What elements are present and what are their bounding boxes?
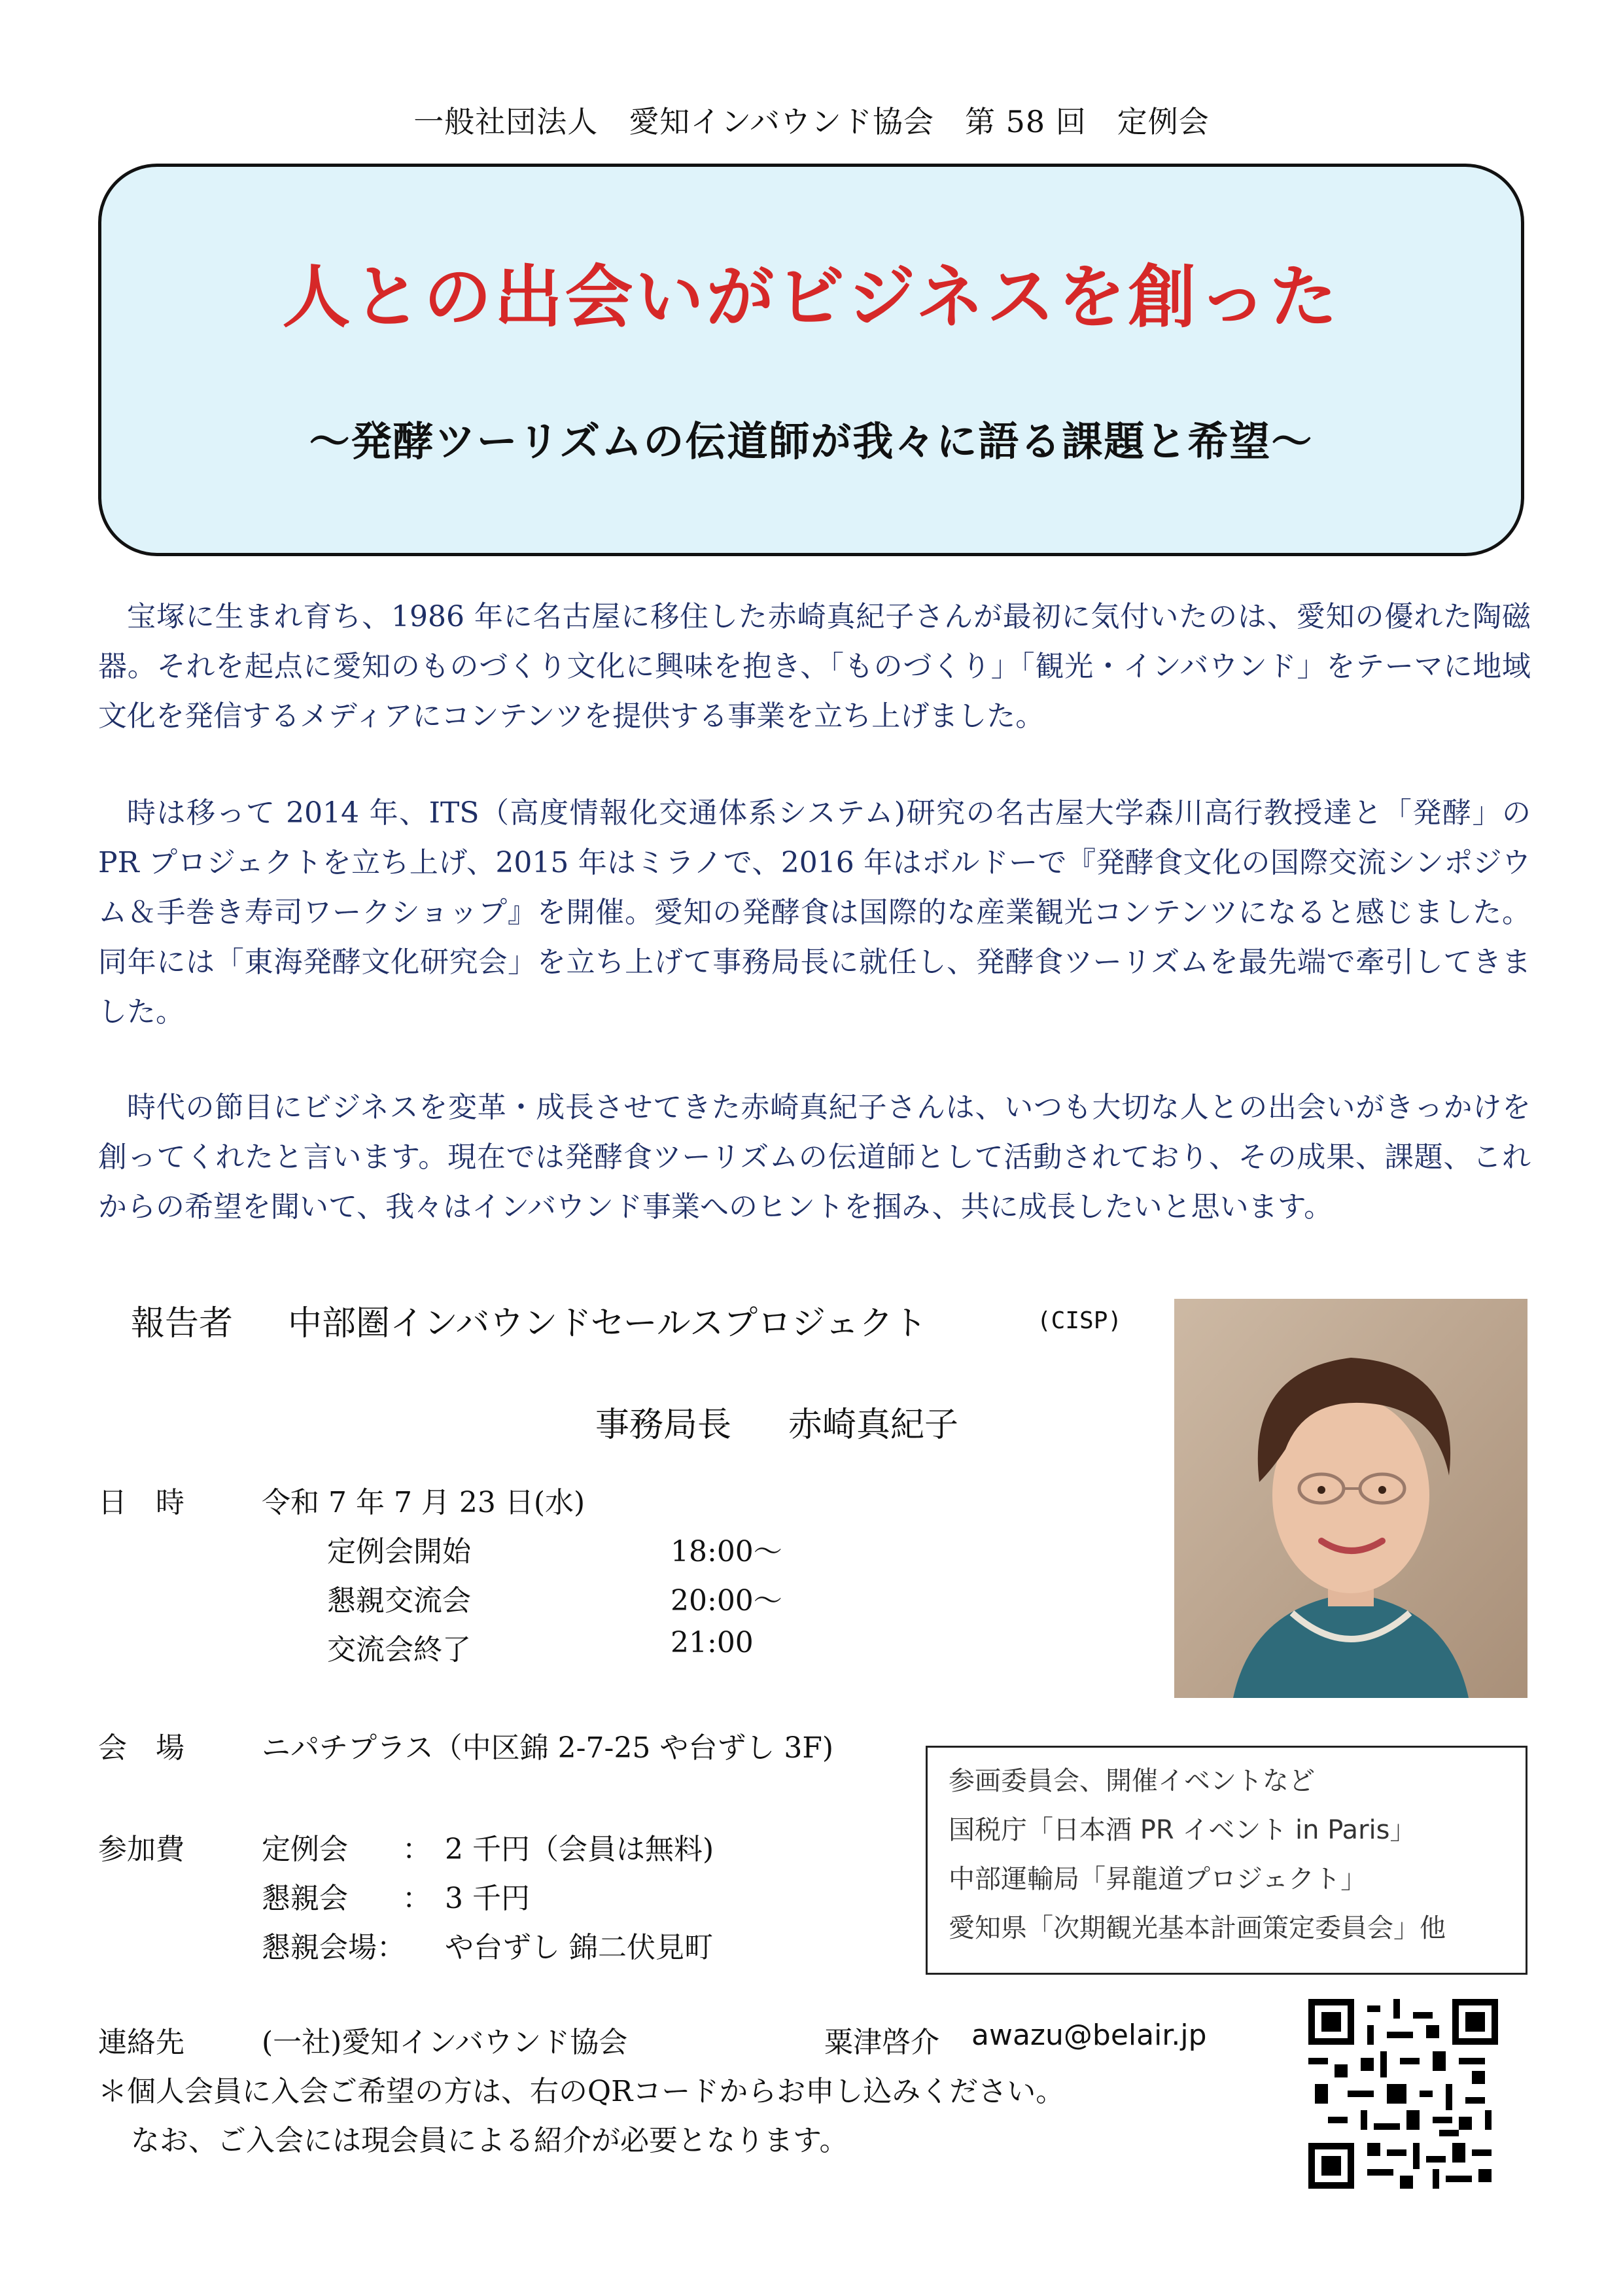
schedule-event: 交流会終了 bbox=[327, 1633, 471, 1667]
career-line: 愛知県「次期観光基本計画策定委員会」他 bbox=[949, 1913, 1446, 1943]
portrait-illustration bbox=[1174, 1299, 1527, 1698]
event-date: 令和 7 年 7 月 23 日(水) bbox=[262, 1486, 585, 1519]
schedule-time: 18:00～ bbox=[671, 1535, 782, 1568]
page-title: 人との出会いがビジネスを創った bbox=[282, 257, 1340, 337]
membership-note: ＊個人会員に入会ご希望の方は、右のQRコードからお申し込みください。 bbox=[98, 2075, 1065, 2108]
career-line: 中部運輸局「昇龍道プロジェクト」 bbox=[949, 1864, 1367, 1894]
reporter-name: 赤崎真紀子 bbox=[788, 1405, 959, 1445]
datetime-label: 日 時 bbox=[98, 1486, 184, 1519]
schedule-event: 懇親交流会 bbox=[327, 1584, 471, 1617]
reporter-photo bbox=[1174, 1299, 1527, 1698]
fee-item-name: 懇親会 bbox=[262, 1882, 348, 1915]
intro-paragraph-2: 時は移って 2014 年、ITS（高度情報化交通体系システム)研究の名古屋大学森川高行教授達と「発酵」の PR プロジェクトを立ち上げ、2015 年はミラノで、2016 年はボルドーで『発酵食文化の国際交流シンポジウム＆手巻き寿司ワークショップ』を開催。愛知の発酵食は国際的な産業観光コンテンツになると感じました。同年には「東海発酵文化研究会」を立ち上げて事務局長に就任し、発酵食ツーリズムを最先端で牽引してきました。 bbox=[98, 796, 1531, 1029]
intro-paragraph-3: 時代の節目にビジネスを変革・成長させてきた赤崎真紀子さんは、いつも大切な人との出会いがきっかけを創ってくれたと言います。現在では発酵食ツーリズムの伝道師として活動されており、その成果、課題、これからの希望を聞いて、我々はインバウンド事業へのヒントを掴み、共に成長したいと思います。 bbox=[98, 1091, 1531, 1224]
fee-item-value: 3 千円 bbox=[445, 1882, 530, 1915]
contact-organization: (一社)愛知インバウンド協会 bbox=[262, 2026, 628, 2059]
schedule-time: 20:00～ bbox=[671, 1584, 782, 1617]
fee-label: 参加費 bbox=[98, 1833, 184, 1866]
page-header: 一般社団法人 愛知インバウンド協会 第 58 回 定例会 bbox=[413, 104, 1210, 139]
venue-label: 会 場 bbox=[98, 1731, 184, 1765]
reporter-role: 事務局長 bbox=[595, 1405, 732, 1445]
fee-item-sep: ： bbox=[402, 1882, 431, 1915]
reporter-organization: 中部圏インバウンドセールスプロジェクト bbox=[288, 1304, 928, 1343]
contact-label: 連絡先 bbox=[98, 2026, 184, 2059]
fee-item-name: 懇親会場： bbox=[262, 1931, 406, 1964]
title-box bbox=[98, 164, 1524, 556]
schedule-event: 定例会開始 bbox=[327, 1535, 471, 1568]
fee-item-sep: ： bbox=[402, 1833, 431, 1866]
fee-item-value: 2 千円（会員は無料) bbox=[445, 1833, 714, 1866]
contact-email[interactable]: awazu@belair.jp bbox=[971, 2019, 1207, 2052]
venue-value: ニパチプラス（中区錦 2-7-25 や台ずし 3F) bbox=[262, 1731, 834, 1765]
career-line: 国税庁「日本酒 PR イベント in Paris」 bbox=[949, 1815, 1416, 1845]
intro-paragraph-1: 宝塚に生まれ育ち、1986 年に名古屋に移住した赤崎真紀子さんが最初に気付いたのは、愛知の優れた陶磁器。それを起点に愛知のものづくり文化に興味を抱き、「ものづくり」「観光・インバウンド」をテーマに地域文化を発信するメディアにコンテンツを提供する事業を立ち上げました。 bbox=[98, 600, 1531, 733]
contact-person: 粟津啓介 bbox=[824, 2026, 939, 2059]
membership-note-2: なお、ご入会には現会員による紹介が必要となります。 bbox=[131, 2124, 848, 2157]
fee-item-value: や台ずし 錦二伏見町 bbox=[445, 1931, 713, 1964]
reporter-label: 報告者 bbox=[131, 1304, 234, 1343]
page-subtitle: ～発酵ツーリズムの伝道師が我々に語る課題と希望～ bbox=[309, 417, 1314, 465]
schedule-time: 21:00 bbox=[671, 1626, 754, 1659]
fee-item-name: 定例会 bbox=[262, 1833, 348, 1866]
reporter-organization-abbr: (CISP) bbox=[1037, 1307, 1123, 1334]
career-line: 参画委員会、開催イベントなど bbox=[949, 1766, 1315, 1796]
qr-code-icon bbox=[1308, 1999, 1498, 2189]
qr-code[interactable] bbox=[1308, 1999, 1498, 2189]
